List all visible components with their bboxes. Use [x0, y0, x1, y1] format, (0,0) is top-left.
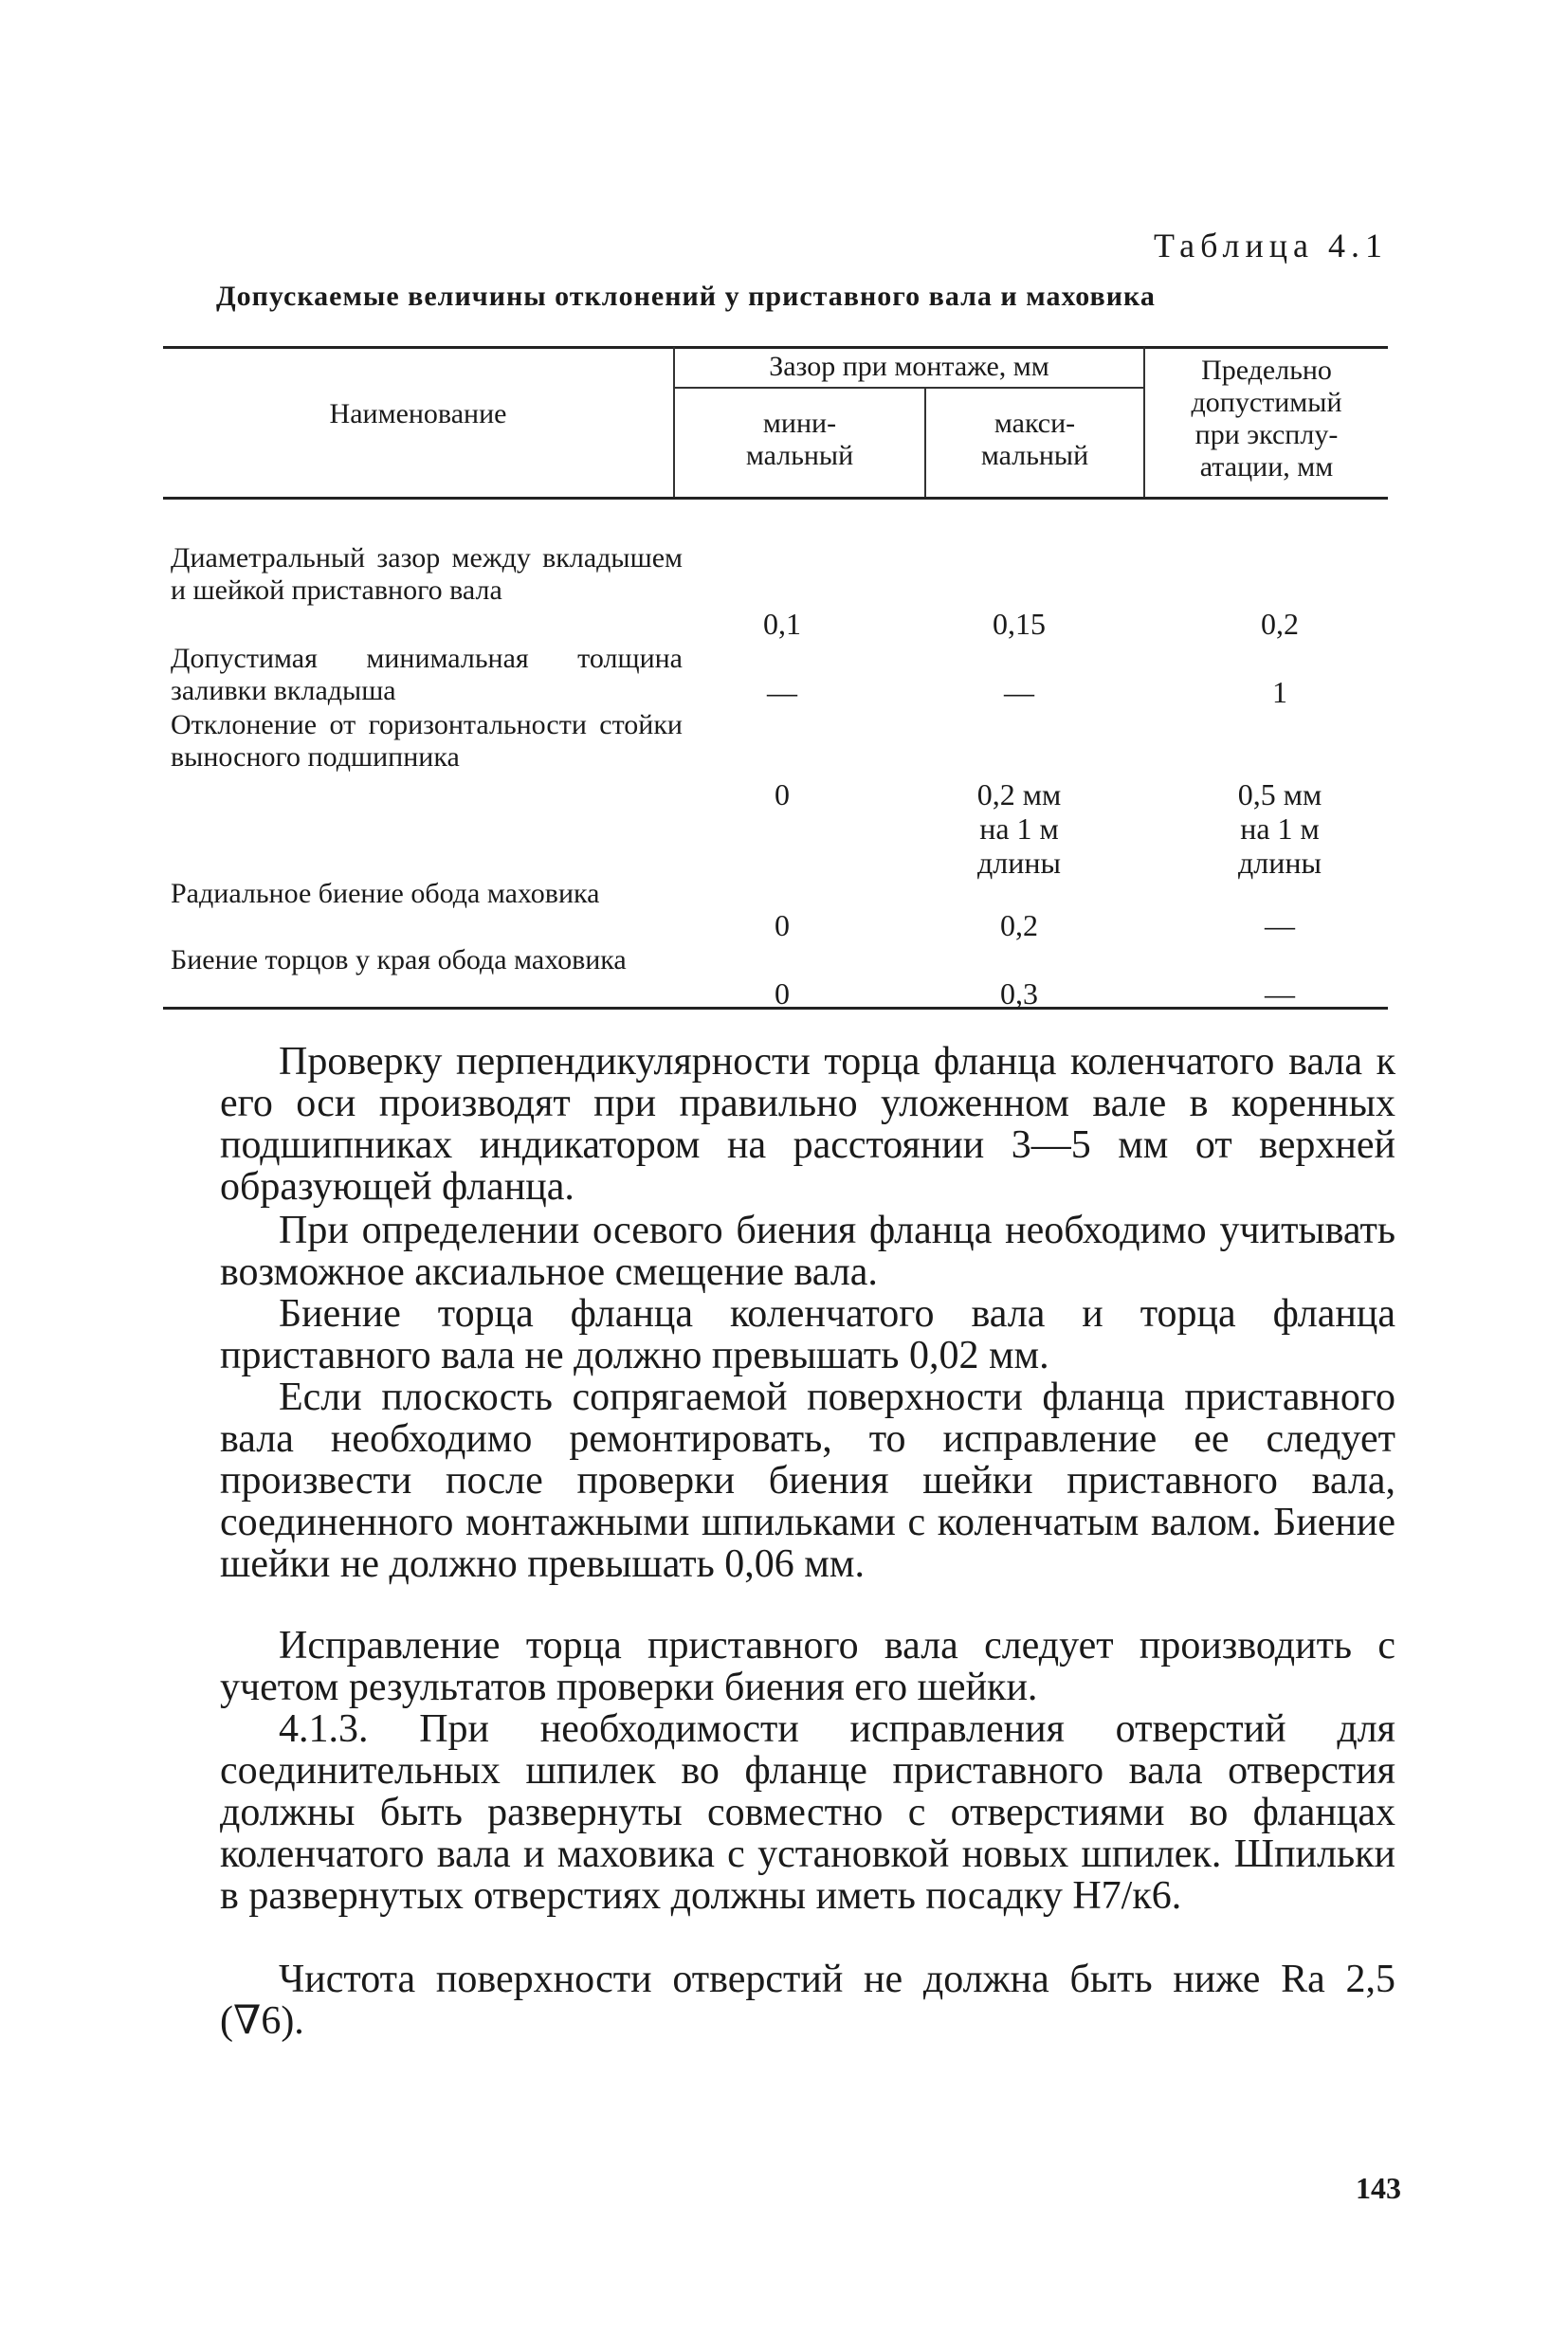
row-max: —	[1004, 675, 1034, 709]
paragraph: 4.1.3. При необходимости исправления отверстий для соединительных шпилек во фланце приставного вала отверстия должны быть развернуты совместно с отверстиями во фланцах коленчатого вала и маховика с установкой новых шпилек. Шпильки в развернутых отверстиях должны иметь посадку Н7/к6.	[220, 1707, 1395, 1918]
page-number: 143	[1356, 2171, 1401, 2205]
paragraph: Проверку перпендикулярности торца фланца коленчатого вала к его оси производят при правильно уложенном вале в коренных подшипниках индикатором на расстоянии 3—5 мм от верхней образующей фланца.	[220, 1040, 1395, 1209]
paragraph: Биение торца фланца коленчатого вала и торца фланца приставного вала не должно превышать 0,02 мм.	[220, 1292, 1395, 1377]
paragraph: Исправление торца приставного вала следует производить с учетом результатов проверки биения его шейки.	[220, 1624, 1395, 1709]
row-limit: —	[1265, 908, 1295, 942]
header-subrule	[675, 387, 1143, 389]
header-name: Наименование	[329, 398, 507, 429]
row-limit: —	[1265, 976, 1295, 1011]
row-max: 0,3	[1000, 976, 1038, 1011]
row-limit: 0,5 мм на 1 м длины	[1237, 777, 1322, 880]
row-min: —	[767, 675, 797, 709]
row-name: Допустимая минимальная толщина заливки вкладыша	[171, 643, 683, 706]
row-max: 0,2 мм на 1 м длины	[976, 777, 1062, 880]
row-min: 0	[775, 777, 790, 811]
table-header-rule	[163, 497, 1388, 500]
row-name: Радиальное биение обода маховика	[171, 878, 600, 909]
row-name: Отклонение от горизонтальности стойки выносного подшипника	[171, 709, 683, 773]
paragraph: Чистота поверхности отверстий не должна быть ниже Ra 2,5 (∇6).	[220, 1958, 1395, 2043]
row-name: Биение торцов у края обода маховика	[171, 944, 627, 975]
table-label: Таблица 4.1	[1154, 227, 1388, 264]
row-max: 0,15	[993, 607, 1046, 641]
row-min: 0,1	[763, 607, 801, 641]
paragraph: Если плоскость сопрягаемой поверхности фланца приставного вала необходимо ремонтировать, то исправление ее следует произвести после проверки биения шейки приставного вала, соединенного монтажными шпильками с коленчатым валом. Биение шейки не должно превышать 0,06 мм.	[220, 1376, 1395, 1586]
row-limit: 1	[1272, 675, 1287, 709]
row-min: 0	[775, 908, 790, 942]
row-limit: 0,2	[1261, 607, 1299, 641]
table-title: Допускаемые величины отклонений у приставного вала и маховика	[216, 281, 1156, 312]
header-group: Зазор при монтаже, мм	[769, 351, 1049, 382]
table-top-rule	[163, 346, 1388, 349]
row-name: Диаметральный зазор между вкладышем и шейкой приставного вала	[171, 542, 683, 606]
row-min: 0	[775, 976, 790, 1011]
header-max: макси- мальный	[980, 408, 1089, 471]
row-max: 0,2	[1000, 908, 1038, 942]
paragraph: При определении осевого биения фланца необходимо учитывать возможное аксиальное смещение вала.	[220, 1209, 1395, 1294]
header-limit: Предельно допустимый при эксплу- атации, мм	[1191, 355, 1342, 483]
header-min: мини- мальный	[745, 408, 854, 471]
